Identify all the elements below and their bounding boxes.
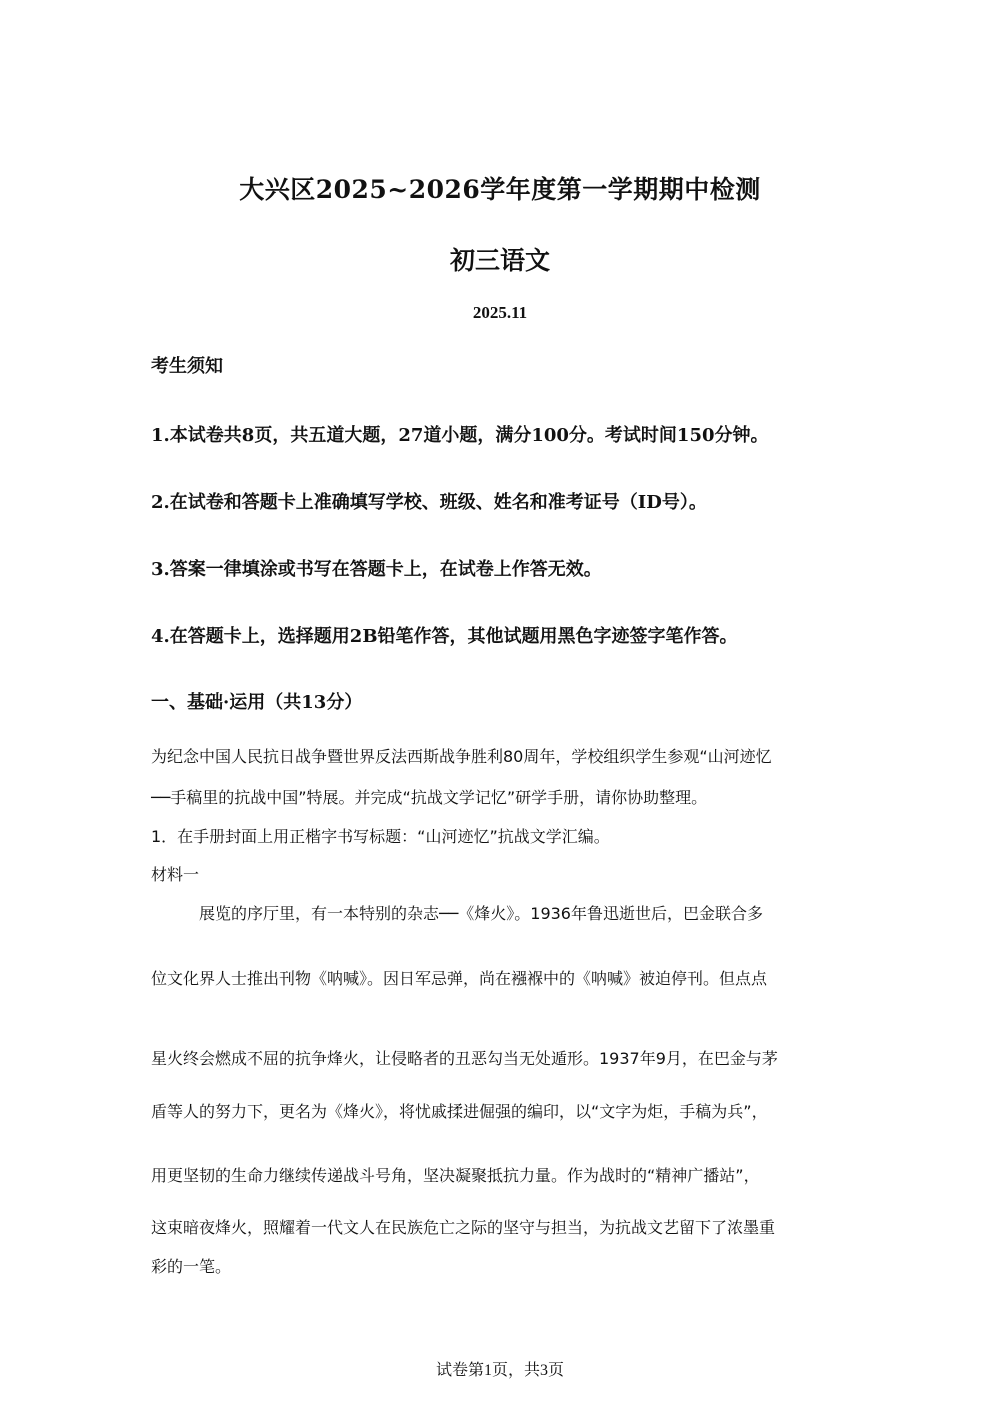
- material-line: 星火终会燃成不屈的抗争烽火，让侵略者的丑恶勾当无处遁形。1937年9月，在巴金与茅: [151, 1049, 778, 1068]
- material-line: 展览的序厅里，有一本特别的杂志──《烽火》。1936年鲁迅逝世后，巴金联合多: [199, 904, 763, 923]
- intro-line: ──手稿里的抗战中国”特展。并完成“抗战文学记忆”研学手册，请你协助整理。: [151, 788, 708, 807]
- notice-item: 2.在试卷和答题卡上准确填写学校、班级、姓名和准考证号（ID号）。: [151, 492, 707, 513]
- material-line: 用更坚韧的生命力继续传递战斗号角，坚决凝聚抵抗力量。作为战时的“精神广播站”，: [151, 1166, 760, 1185]
- material-line: 位文化界人士推出刊物《呐喊》。因日军忌弹，尚在襁褓中的《呐喊》被迫停刊。但点点: [151, 969, 768, 988]
- material-line: 盾等人的努力下，更名为《烽火》，将忧戚揉进倔强的编印，以“文字为炬，手稿为兵”，: [151, 1102, 768, 1121]
- page-footer: 试卷第1页，共3页: [435, 1362, 564, 1379]
- question-1: 1．在手册封面上用正楷字书写标题：“山河迹忆”抗战文学汇编。: [151, 827, 610, 846]
- exam-date: 2025.11: [472, 303, 528, 322]
- material-label: 材料一: [151, 865, 200, 884]
- notice-item: 3.答案一律填涂或书写在答题卡上，在试卷上作答无效。: [151, 559, 602, 580]
- exam-subject: 初三语文: [449, 246, 550, 275]
- section-heading: 一、基础·运用（共13分）: [151, 692, 363, 713]
- notice-item: 4.在答题卡上，选择题用2B铅笔作答，其他试题用黑色字迹签字笔作答。: [151, 626, 738, 647]
- exam-title: 大兴区2025~2026学年度第一学期期中检测: [239, 175, 761, 204]
- notice-item: 1.本试卷共8页，共五道大题，27道小题，满分100分。考试时间150分钟。: [151, 425, 769, 446]
- intro-line: 为纪念中国人民抗日战争暨世界反法西斯战争胜利80周年，学校组织学生参观“山河迹忆: [151, 747, 772, 766]
- notice-heading: 考生须知: [151, 356, 223, 377]
- material-line: 彩的一笔。: [151, 1257, 232, 1276]
- material-line: 这束暗夜烽火，照耀着一代文人在民族危亡之际的坚守与担当，为抗战文艺留下了浓墨重: [151, 1218, 776, 1237]
